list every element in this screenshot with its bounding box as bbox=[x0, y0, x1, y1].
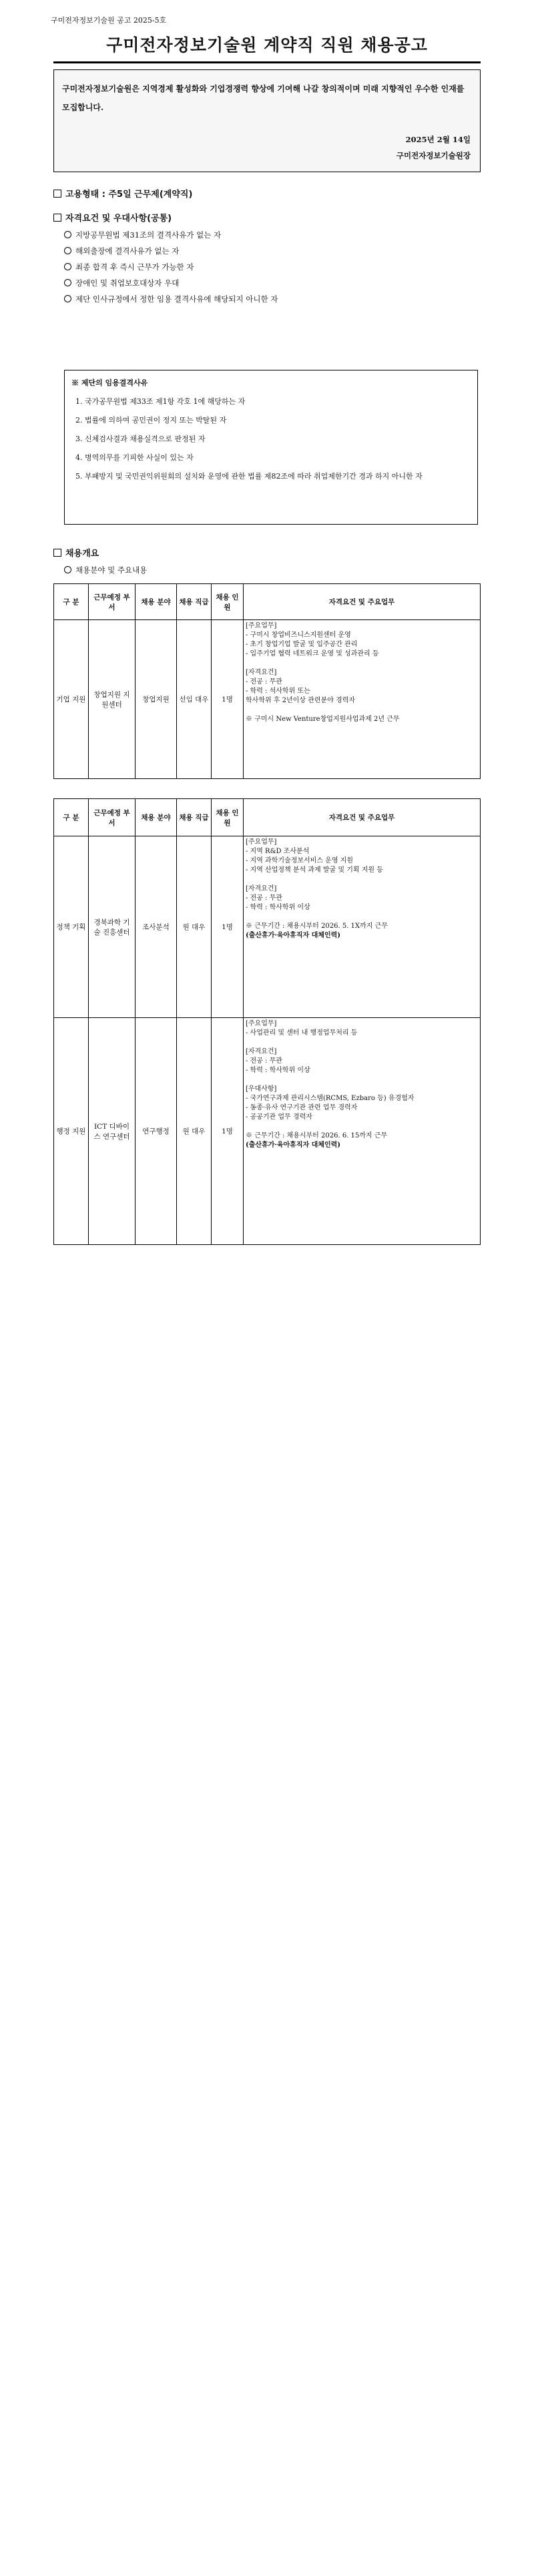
cell-dept: 경북과학 기술 진흥센터 bbox=[89, 836, 136, 1018]
intro-box bbox=[53, 69, 481, 172]
disqualification-header: ※ 제단의 임용결격사유 bbox=[71, 378, 148, 387]
cell-qualification: [주요업무] - 사업관리 및 센터 내 행정업무처리 등 [자격요건] - 전공 : 무관 - 학력 : 학사학위 이상 [우대사항] - 국가연구과제 관리시스템(RCMS, Ezbaro 등) 유경험자 - 동종·유사 연구기관 관련 업무 경력자 - 공공기관 업무 경력자 ※ 근무기간 : 채용시부터 2026. 6. 15까지 근무 (출산휴가·육아휴직자 대체인력) bbox=[244, 1018, 481, 1245]
qual-item: 장애인 및 취업보호대상자 우대 bbox=[64, 278, 478, 288]
circle-bullet-icon bbox=[64, 263, 71, 270]
cell-qualification: [주요업무] - 구미시 창업비즈니스지원센터 운영 - 초기 창업기업 발굴 및 입주공간 관리 - 입주기업 협력 네트워크 운영 및 성과관리 등 [자격요건] - 전공 : 무관 - 학력 : 석사학위 또는 학사학위 후 2년이상 관련분야 경력자 ※ 구미시 New Venture창업지원사업과제 2년 근무 bbox=[244, 620, 481, 779]
circle-bullet-icon bbox=[64, 231, 71, 238]
replacement-note: (출산휴가·육아휴직자 대체인력) bbox=[246, 1141, 341, 1149]
qual-item: 해외출장에 결격사유가 없는 자 bbox=[64, 246, 478, 256]
cell-count: 1명 bbox=[212, 836, 244, 1018]
disqualification-item: 2. 법률에 의하여 공민권이 정지 또는 박탈된 자 bbox=[75, 416, 227, 425]
table-row bbox=[54, 836, 481, 1018]
cell-grade: 선임 대우 bbox=[177, 620, 212, 779]
qual-item: 최종 합격 후 즉시 근무가 가능한 자 bbox=[64, 262, 478, 272]
table-row bbox=[54, 1018, 481, 1245]
cell-count: 1명 bbox=[212, 620, 244, 779]
disqualification-item: 3. 신체검사결과 채용실격으로 판정된 자 bbox=[75, 435, 206, 443]
section-overview: 채용개요 bbox=[53, 546, 99, 559]
table-header: 자격요건 및 주요업무 bbox=[244, 584, 481, 620]
table-header: 채용 분야 bbox=[136, 799, 177, 836]
cell-dept: ICT 디바이스 연구센터 bbox=[89, 1018, 136, 1245]
circle-bullet-icon bbox=[64, 247, 71, 254]
recruitment-table-1 bbox=[53, 583, 481, 779]
title-divider bbox=[53, 61, 481, 63]
replacement-note: (출산휴가·육아휴직자 대체인력) bbox=[246, 932, 341, 939]
table-header: 채용 직급 bbox=[177, 584, 212, 620]
qual-item: 지방공무원법 제31조의 결격사유가 없는 자 bbox=[64, 230, 478, 240]
intro-text: 구미전자정보기술원은 지역경제 활성화와 기업경쟁력 향상에 기여해 나갈 창의적이며 미래 지향적인 우수한 인재를 모집합니다. bbox=[62, 84, 465, 112]
square-bullet-icon bbox=[53, 214, 61, 222]
cell-qualification: [주요업무] - 지역 R&D 조사분석 - 지역 과학기술정보서비스 운영 지원 - 지역 산업정책 분석 과제 발굴 및 기획 지원 등 [자격요건] - 전공 : 무관 - 학력 : 학사학위 이상 ※ 근무기간 : 채용시부터 2026. 5. 1X까지 근무 (출산휴가·육아휴직자 대체인력) bbox=[244, 836, 481, 1018]
circle-bullet-icon bbox=[64, 566, 71, 573]
cell-field: 연구행정 bbox=[136, 1018, 177, 1245]
disqualification-item: 4. 병역의무를 기피한 사실이 있는 자 bbox=[75, 453, 194, 462]
table-header: 근무예정 부서 bbox=[89, 584, 136, 620]
cell-field: 조사분석 bbox=[136, 836, 177, 1018]
circle-bullet-icon bbox=[64, 295, 71, 302]
cell-dept: 창업지원 지원센터 bbox=[89, 620, 136, 779]
disqualification-box bbox=[64, 370, 478, 525]
cell-group: 행정 지원 bbox=[54, 1018, 89, 1245]
recruitment-table-2 bbox=[53, 798, 481, 1245]
cell-count: 1명 bbox=[212, 1018, 244, 1245]
table-header: 구 분 bbox=[54, 584, 89, 620]
table-header: 자격요건 및 주요업무 bbox=[244, 799, 481, 836]
disqualification-item: 1. 국가공무원법 제33조 제1항 각호 1에 해당하는 자 bbox=[75, 397, 246, 406]
overview-note: 채용분야 및 주요내용 bbox=[64, 565, 478, 575]
notice-number: 구미전자정보기술원 공고 2025-5호 bbox=[51, 16, 167, 25]
cell-grade: 원 대우 bbox=[177, 836, 212, 1018]
disqualification-item: 5. 부패방지 및 국민권익위원회의 설치와 운영에 관한 법률 제82조에 따라 취업제한기간 경과 하지 아니한 자 bbox=[75, 472, 423, 481]
circle-bullet-icon bbox=[64, 279, 71, 286]
table-header: 채용 직급 bbox=[177, 799, 212, 836]
page-title: 구미전자정보기술원 계약직 직원 채용공고 bbox=[106, 35, 428, 55]
intro-date: 2025년 2월 14일 bbox=[405, 135, 471, 144]
table-header: 근무예정 부서 bbox=[89, 799, 136, 836]
table-header: 채용 인원 bbox=[212, 799, 244, 836]
qual-item: 제단 인사규정에서 정한 임용 결격사유에 해당되지 아니한 자 bbox=[64, 294, 478, 304]
table-header: 채용 인원 bbox=[212, 584, 244, 620]
cell-group: 기업 지원 bbox=[54, 620, 89, 779]
cell-field: 창업지원 bbox=[136, 620, 177, 779]
intro-org: 구미전자정보기술원장 bbox=[396, 151, 471, 160]
section-employment-type: 고용형태 : 주5일 근무제(계약직) bbox=[53, 187, 192, 200]
section-qualifications: 자격요건 및 우대사항(공통) bbox=[53, 211, 172, 224]
table-header: 구 분 bbox=[54, 799, 89, 836]
cell-grade: 원 대우 bbox=[177, 1018, 212, 1245]
square-bullet-icon bbox=[53, 190, 61, 198]
table-row bbox=[54, 620, 481, 779]
square-bullet-icon bbox=[53, 549, 61, 557]
table-header: 채용 분야 bbox=[136, 584, 177, 620]
cell-group: 정책 기획 bbox=[54, 836, 89, 1018]
